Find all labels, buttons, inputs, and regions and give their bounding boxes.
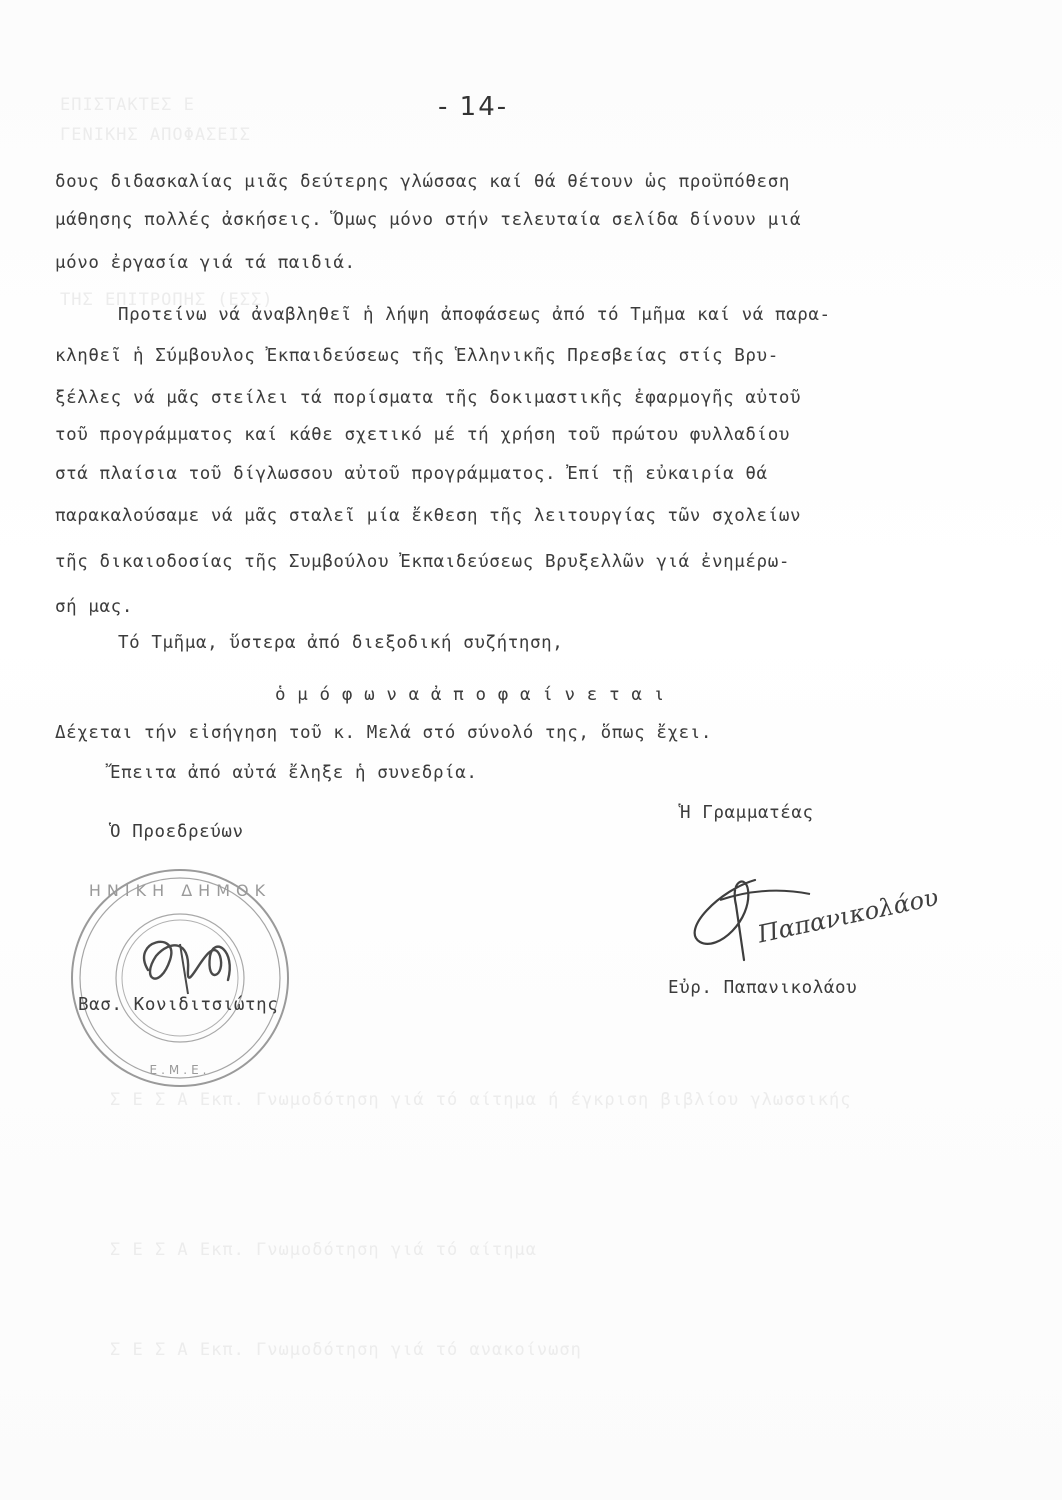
bleed-through-text: ΤΗΣ ΕΠΙΤΡΟΠΗΣ (ΕΣΣ) — [60, 290, 274, 310]
handwritten-signature — [660, 860, 960, 970]
svg-text:ΗΝΙΚΗ ΔΗΜΟΚ: ΗΝΙΚΗ ΔΗΜΟΚ — [88, 881, 272, 900]
bleed-through-text: ΕΠΙΣΤΑΚΤΕΣ Ε — [60, 95, 195, 115]
body-line: στά πλαίσια τοῦ δίγλωσσου αὐτοῦ προγράμματος. Ἐπί τῇ εὐκαιρία θά — [55, 464, 768, 484]
body-line: Δέχεται τήν εἰσήγηση τοῦ κ. Μελά στό σύνολό της, ὅπως ἔχει. — [55, 723, 713, 743]
body-line: μάθησης πολλές ἀσκήσεις. Ὅμως μόνο στήν τελευταία σελίδα δίνουν μιά — [55, 210, 802, 230]
page-number: - 14- — [438, 92, 509, 122]
body-line: τοῦ προγράμματος καί κάθε σχετικό μέ τή χρήση τοῦ πρώτου φυλλαδίου — [55, 425, 790, 445]
body-line: σή μας. — [55, 597, 133, 617]
body-line: ξέλλες νά μᾶς στείλει τά πορίσματα τῆς δοκιμαστικῆς ἐφαρμογῆς αὐτοῦ — [55, 388, 802, 408]
bleed-through-text: Σ Ε Σ Α Εκπ. Γνωμοδότηση γιά τό αίτημα — [110, 1240, 537, 1260]
body-line: Προτείνω νά ἀναβληθεῖ ἡ λήψη ἀποφάσεως ἀπό τό Τμῆμα καί νά παρα- — [118, 305, 831, 325]
body-line: Τό Τμῆμα, ὕστερα ἀπό διεξοδική συζήτηση, — [118, 633, 564, 653]
body-line: κληθεῖ ἡ Σύμβουλος Ἐκπαιδεύσεως τῆς Ἑλληνικῆς Πρεσβείας στίς Βρυ- — [55, 346, 779, 366]
signature-script: Παπανικολάου — [755, 882, 941, 949]
body-line: Ἔπειτα ἀπό αὐτά ἔληξε ἡ συνεδρία. — [110, 763, 478, 783]
bleed-through-text: Σ Ε Σ Α Εκπ. Γνωμοδότηση γιά τό αίτημα ή έγκριση βιβλίου γλωσσικής — [110, 1090, 852, 1110]
body-line: μόνο ἐργασία γιά τά παιδιά. — [55, 253, 356, 273]
chair-name: Βασ. Κονιδιτσιώτης — [78, 995, 279, 1015]
secretary-title: Ἡ Γραμματέας — [680, 803, 814, 823]
secretary-name: Εὐρ. Παπανικολάου — [668, 978, 858, 998]
chair-title: Ὁ Προεδρεύων — [110, 822, 244, 842]
decision-heading: ὁ μ ό φ ω ν α ἀ π ο φ α ί ν ε τ α ι — [275, 685, 665, 705]
body-line: τῆς δικαιοδοσίας τῆς Συμβούλου Ἐκπαιδεύσεως Βρυξελλῶν γιά ἐνημέρω- — [55, 552, 790, 572]
bleed-through-text: Σ Ε Σ Α Εκπ. Γνωμοδότηση γιά τό ανακοίνωση — [110, 1340, 582, 1360]
bleed-through-text: ΓΕΝΙΚΗΣ ΑΠΟΦΑΣΕΙΣ — [60, 125, 251, 145]
body-line: παρακαλούσαμε νά μᾶς σταλεῖ μία ἔκθεση τῆς λειτουργίας τῶν σχολείων — [55, 506, 802, 526]
svg-text:Ε.Μ.Ε.: Ε.Μ.Ε. — [149, 1063, 211, 1077]
body-line: δους διδασκαλίας μιᾶς δεύτερης γλώσσας καί θά θέτουν ὡς προϋπόθεση — [55, 172, 790, 192]
official-seal — [60, 860, 300, 1100]
